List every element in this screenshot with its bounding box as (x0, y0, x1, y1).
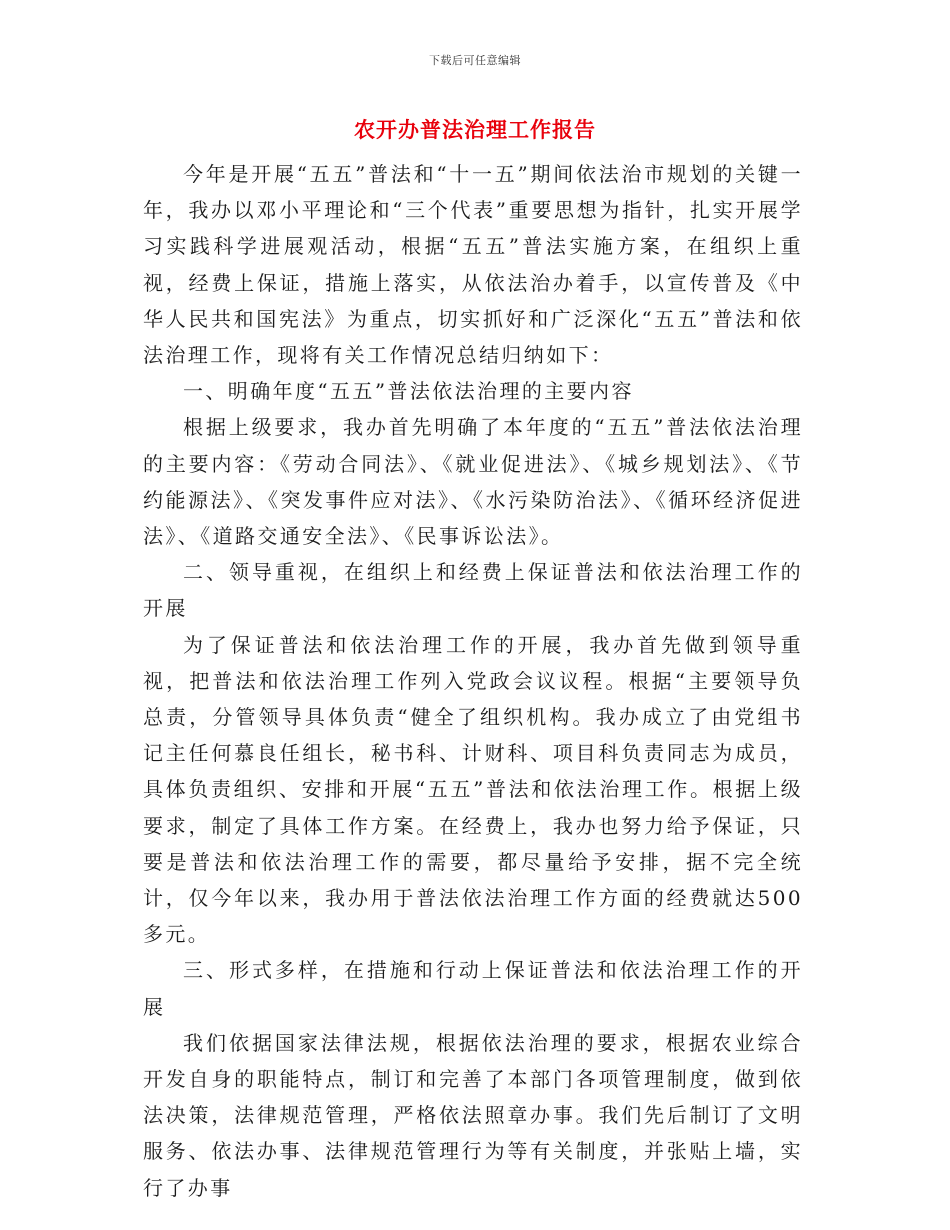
section-heading-2: 二、领导重视，在组织上和经费上保证普法和依法治理工作的开展 (143, 560, 803, 621)
page-header-note: 下载后可任意编辑 (429, 54, 521, 67)
document-body (143, 156, 803, 1206)
paragraph-section-1: 根据上级要求，我办首先明确了本年度的“五五”普法依法治理的主要内容：《劳动合同法》、《就业促进法》、《城乡规划法》、《节约能源法》、《突发事件应对法》、《水污染防治法》、《循环经济促进法》、《道路交通安全法》、《民事诉讼法》。 (143, 415, 803, 549)
section-heading-3: 三、形式多样，在措施和行动上保证普法和依法治理工作的开展 (143, 958, 803, 1019)
section-heading-1: 一、明确年度“五五”普法依法治理的主要内容 (183, 379, 634, 404)
paragraph-section-3: 我们依据国家法律法规，根据依法治理的要求，根据农业综合开发自身的职能特点，制订和完善了本部门各项管理制度，做到依法决策，法律规范管理，严格依法照章办事。我们先后制订了文明服务、依法办事、法律规范管理行为等有关制度，并张贴上墙，实行了办事 (143, 1030, 803, 1200)
paragraph-intro: 今年是开展“五五”普法和“十一五”期间依法治市规划的关键一年，我办以邓小平理论和“三个代表”重要思想为指针，扎实开展学习实践科学进展观活动，根据“五五”普法实施方案，在组织上重视，经费上保证，措施上落实，从依法治办着手，以宣传普及《中华人民共和国宪法》为重点，切实抓好和广泛深化“五五”普法和依法治理工作，现将有关工作情况总结归纳如下： (143, 162, 803, 368)
document-title: 农开办普法治理工作报告 (354, 117, 596, 142)
paragraph-section-2: 为了保证普法和依法治理工作的开展，我办首先做到领导重视，把普法和依法治理工作列入党政会议议程。根据“主要领导负总责，分管领导具体负责“健全了组织机构。我办成立了由党组书记主任何慕良任组长，秘书科、计财科、项目科负责同志为成员，具体负责组织、安排和开展“五五”普法和依法治理工作。根据上级要求，制定了具体工作方案。在经费上，我办也努力给予保证，只要是普法和依法治理工作的需要，都尽量给予安排，据不完全统计，仅今年以来，我办用于普法依法治理工作方面的经费就达500多元。 (143, 632, 803, 947)
